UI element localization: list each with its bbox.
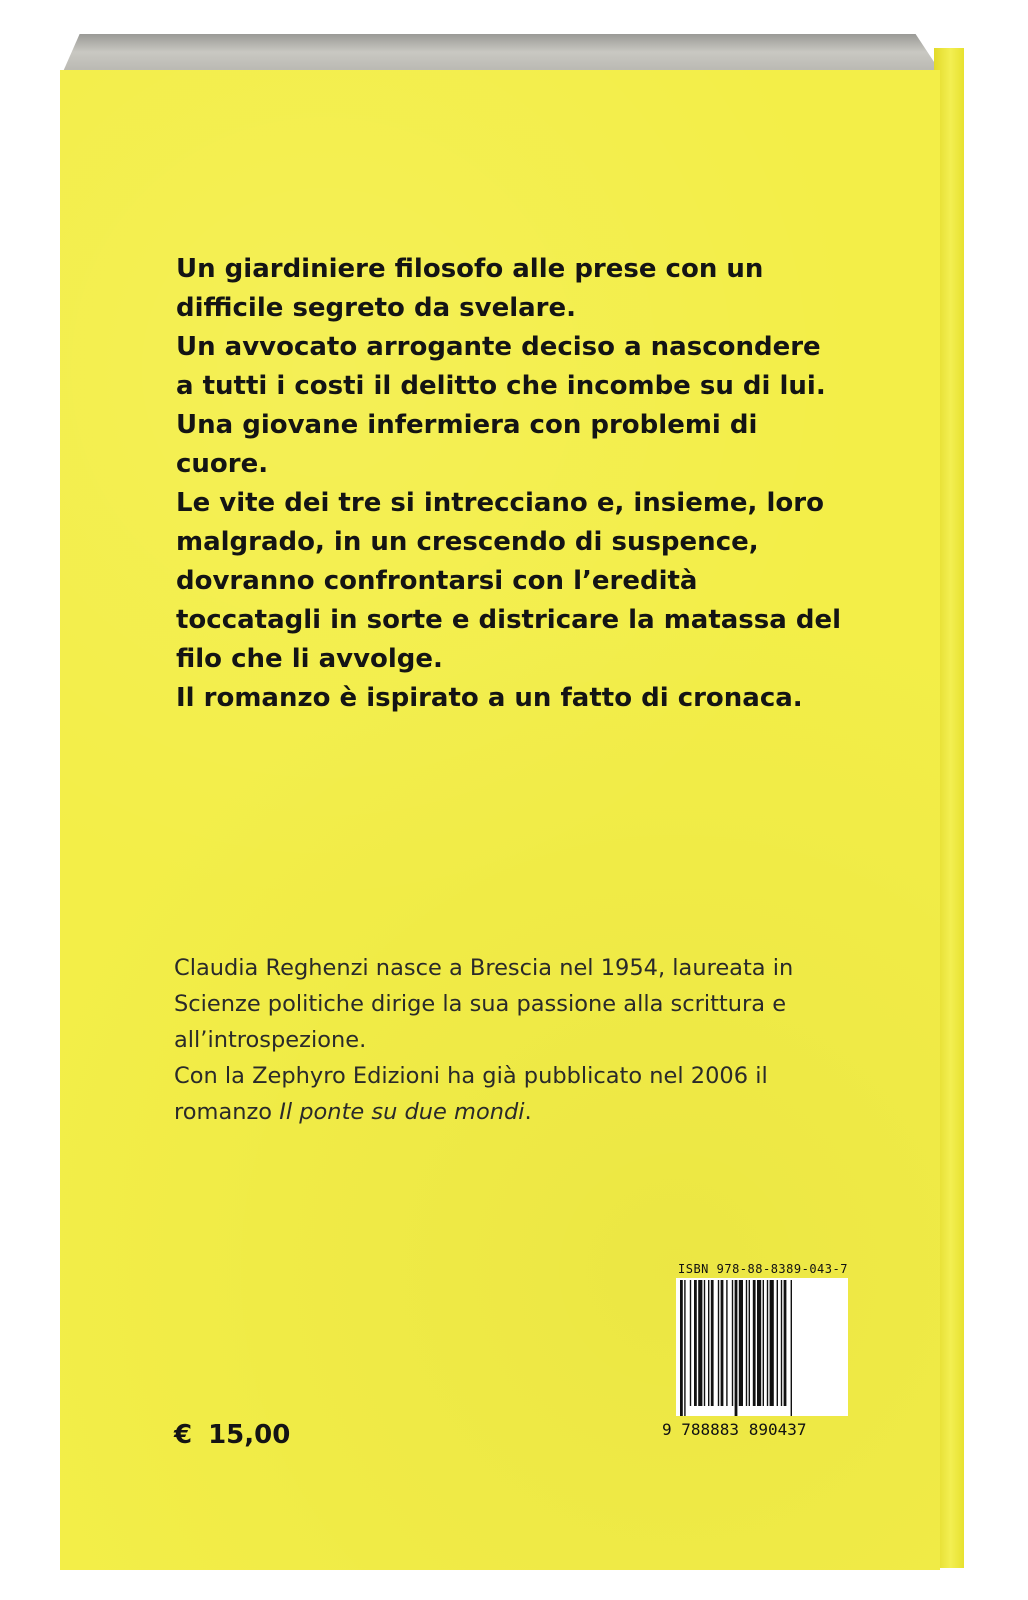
- barcode-bar: [721, 1280, 724, 1406]
- synopsis-line: difficile segreto da svelare.: [176, 293, 577, 323]
- barcode-bar: [708, 1280, 709, 1406]
- barcode-bar: [784, 1280, 787, 1406]
- barcode-bar: [735, 1280, 738, 1416]
- synopsis-line: Un giardiniere filosofo alle prese con un: [176, 254, 764, 284]
- isbn-label: ISBN 978-88-8389-043-7: [678, 1262, 848, 1276]
- barcode-digits: 9 788883 890437: [662, 1420, 807, 1439]
- barcode-bar: [757, 1280, 761, 1406]
- synopsis-line: Il romanzo è ispirato a un fatto di cronaca.: [176, 683, 803, 713]
- barcode-bar: [680, 1280, 683, 1416]
- bio-line: all’introspezione.: [174, 1027, 367, 1053]
- barcode-bar: [791, 1280, 792, 1416]
- barcode: [676, 1278, 848, 1416]
- barcode-bar: [767, 1280, 768, 1406]
- barcode-bar: [704, 1280, 705, 1406]
- bio-line-prefix: romanzo: [174, 1099, 280, 1125]
- barcode-bar: [753, 1280, 756, 1406]
- price-amount: 15,00: [208, 1420, 291, 1450]
- barcode-bar: [711, 1280, 714, 1406]
- barcode-bar: [684, 1280, 685, 1416]
- barcode-bar: [770, 1280, 774, 1406]
- barcode-bar: [718, 1280, 719, 1406]
- barcode-bar: [732, 1280, 733, 1406]
- book-top-edge: [62, 34, 942, 74]
- synopsis-line: malgrado, in un crescendo di suspence,: [176, 527, 759, 557]
- barcode-bar: [690, 1280, 691, 1406]
- synopsis-line: Un avvocato arrogante deciso a nascondere: [176, 332, 821, 362]
- barcode-graphic: [676, 1278, 848, 1416]
- synopsis: [176, 250, 866, 718]
- bio-line: Claudia Reghenzi nasce a Brescia nel 1954, laureata in: [174, 955, 794, 981]
- bio-line-last: [174, 1094, 854, 1130]
- synopsis-line: toccatagli in sorte e districare la matassa del: [176, 605, 842, 635]
- barcode-bar: [746, 1280, 747, 1406]
- price-currency: €: [174, 1420, 193, 1450]
- price: [174, 1420, 290, 1450]
- barcode-bar: [726, 1280, 727, 1406]
- barcode-bar: [777, 1280, 778, 1406]
- synopsis-line: Le vite dei tre si intrecciano e, insieme, loro: [176, 488, 824, 518]
- bio-line-suffix: .: [524, 1099, 532, 1125]
- barcode-bar: [739, 1280, 743, 1406]
- barcode-bar: [694, 1280, 697, 1406]
- synopsis-line: a tutti i costi il delitto che incombe su di lui.: [176, 371, 826, 401]
- book-title: Il ponte su due mondi: [279, 1099, 525, 1125]
- barcode-bar: [781, 1280, 782, 1406]
- synopsis-line: Una giovane infermiera con problemi di: [176, 410, 758, 440]
- synopsis-line: cuore.: [176, 449, 269, 479]
- author-bio: [174, 950, 854, 1130]
- bio-line: Scienze politiche dirige la sua passione alla scrittura e: [174, 991, 787, 1017]
- barcode-bar: [749, 1280, 750, 1406]
- synopsis-line: filo che li avvolge.: [176, 644, 443, 674]
- barcode-bar: [698, 1280, 702, 1406]
- barcode-bar: [763, 1280, 764, 1406]
- bio-line: Con la Zephyro Edizioni ha già pubblicato nel 2006 il: [174, 1063, 768, 1089]
- synopsis-line: dovranno confrontarsi con l’eredità: [176, 566, 698, 596]
